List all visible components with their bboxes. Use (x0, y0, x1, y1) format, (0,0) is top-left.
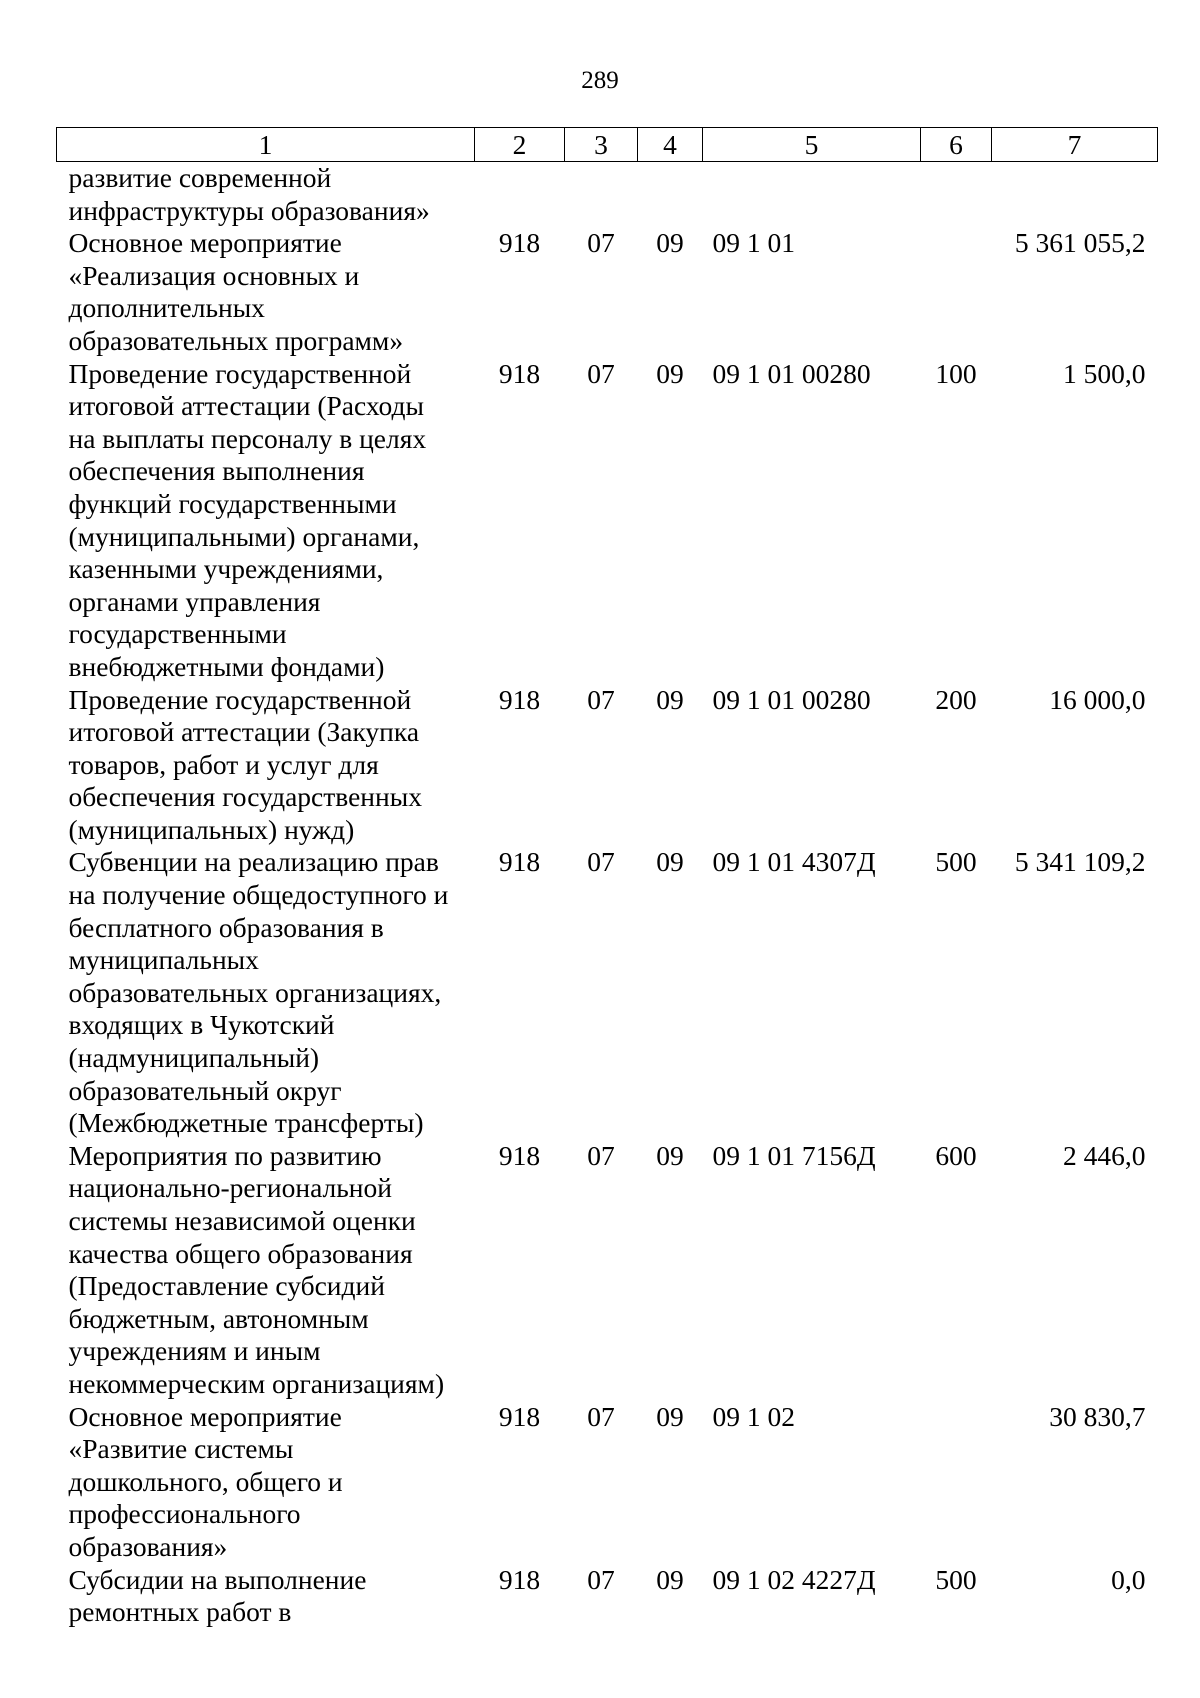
description-line: органами управления (68, 585, 321, 617)
description-line: качества общего образования (68, 1237, 413, 1269)
description-line: входящих в Чукотский (68, 1009, 335, 1041)
description-line: Основное мероприятие (68, 1400, 342, 1432)
description-line: Проведение государственной (68, 357, 412, 389)
section-code (565, 162, 638, 228)
subsection-code: 09 (656, 227, 684, 259)
table-row (57, 1401, 1158, 1564)
section-code: 07 (587, 1139, 615, 1171)
description-line: «Развитие системы (68, 1433, 294, 1465)
amount: 5 341 109,2 (1014, 846, 1146, 878)
description-line: обеспечения государственных (68, 781, 422, 813)
subsection-code: 09 (656, 1400, 684, 1432)
description-line: образовательных программ» (68, 324, 404, 356)
header-col-7: 7 (992, 128, 1158, 162)
section-code: 07 (587, 357, 615, 389)
ministry-code: 918 (498, 846, 541, 878)
ministry-code: 918 (498, 683, 541, 715)
target-article-code: 09 1 02 4227Д (712, 1563, 876, 1595)
description-line: итоговой аттестации (Закупка (68, 716, 420, 748)
description-line: внебюджетными фондами) (68, 650, 385, 682)
description-line: учреждениям и иным (68, 1335, 321, 1367)
header-col-2: 2 (475, 128, 565, 162)
target-article-code: 09 1 01 00280 (712, 357, 871, 389)
amount: 0,0 (1111, 1563, 1146, 1595)
description-line: инфраструктуры образования» (68, 194, 430, 226)
row-description (57, 1401, 475, 1564)
description-line: муниципальных (68, 944, 259, 976)
description-line: (муниципальными) органами, (68, 520, 420, 552)
subsection-code: 09 (656, 846, 684, 878)
description-line: государственными (68, 618, 287, 650)
row-description (57, 227, 475, 357)
ministry-code: 918 (498, 1563, 541, 1595)
description-line: (Межбюджетные трансферты) (68, 1107, 424, 1139)
description-line: дошкольного, общего и (68, 1465, 343, 1497)
table-row (57, 846, 1158, 1139)
row-description (57, 358, 475, 684)
expense-type-code: 500 (935, 1563, 977, 1595)
table-header (57, 128, 1158, 162)
row-description (57, 684, 475, 847)
subsection-code (638, 162, 703, 228)
ministry-code: 918 (498, 357, 541, 389)
section-code: 07 (587, 1563, 615, 1595)
expense-type-code: 200 (935, 683, 977, 715)
description-line: функций государственными (68, 487, 397, 519)
description-line: (муниципальных) нужд) (68, 813, 355, 845)
description-line: национально-региональной (68, 1172, 392, 1204)
section-code: 07 (587, 846, 615, 878)
description-line: на получение общедоступного и (68, 879, 449, 911)
description-line: образовательных организациях, (68, 976, 442, 1008)
description-line: дополнительных (68, 292, 265, 324)
description-line: (Предоставление субсидий (68, 1270, 385, 1302)
ministry-code (475, 162, 565, 228)
description-line: бесплатного образования в (68, 911, 384, 943)
description-line: системы независимой оценки (68, 1205, 416, 1236)
budget-table (56, 127, 1158, 1629)
amount: 2 446,0 (1063, 1139, 1146, 1171)
row-description (57, 162, 475, 228)
description-line: на выплаты персоналу в целях (68, 422, 427, 454)
target-article-code (703, 162, 921, 228)
row-description (57, 846, 475, 1139)
ministry-code: 918 (498, 1139, 541, 1171)
expense-type-code: 600 (935, 1139, 977, 1171)
target-article-code: 09 1 01 00280 (712, 683, 871, 715)
description-line: образования» (68, 1530, 228, 1562)
description-line: «Реализация основных и (68, 259, 360, 291)
expense-type-code (921, 227, 992, 357)
ministry-code: 918 (498, 1400, 541, 1432)
expense-type-code (921, 1401, 992, 1564)
target-article-code: 09 1 01 7156Д (712, 1139, 876, 1171)
table-row (57, 1140, 1158, 1401)
header-col-5: 5 (703, 128, 921, 162)
description-line: развитие современной (68, 162, 332, 193)
table-row (57, 1564, 1158, 1629)
header-col-6: 6 (921, 128, 992, 162)
expense-type-code: 100 (935, 357, 977, 389)
description-line: профессионального (68, 1498, 301, 1530)
ministry-code: 918 (498, 227, 541, 259)
amount: 30 830,7 (1049, 1400, 1146, 1432)
section-code: 07 (587, 227, 615, 259)
description-line: итоговой аттестации (Расходы (68, 390, 424, 422)
table-row (57, 684, 1158, 847)
description-line: некоммерческим организациям) (68, 1367, 445, 1399)
expense-type-code: 500 (935, 846, 977, 878)
description-line: Мероприятия по развитию (68, 1139, 382, 1171)
section-code: 07 (587, 683, 615, 715)
subsection-code: 09 (656, 683, 684, 715)
expense-type-code (921, 162, 992, 228)
header-row (57, 128, 1158, 162)
description-line: образовательный округ (68, 1074, 342, 1106)
header-col-1: 1 (57, 128, 475, 162)
description-line: Основное мероприятие (68, 227, 342, 259)
description-line: обеспечения выполнения (68, 455, 365, 487)
subsection-code: 09 (656, 357, 684, 389)
page-number: 289 (581, 67, 619, 94)
table-row (57, 358, 1158, 684)
description-line: казенными учреждениями, (68, 553, 384, 585)
subsection-code: 09 (656, 1139, 684, 1171)
header-col-4: 4 (638, 128, 703, 162)
table-body (57, 162, 1158, 1629)
amount (992, 162, 1158, 228)
description-line: (надмуниципальный) (68, 1042, 320, 1074)
description-line: ремонтных работ в (68, 1596, 292, 1628)
header-col-3: 3 (565, 128, 638, 162)
amount: 16 000,0 (1049, 683, 1146, 715)
section-code: 07 (587, 1400, 615, 1432)
row-description (57, 1140, 475, 1401)
table-row (57, 227, 1158, 357)
target-article-code: 09 1 02 (712, 1400, 795, 1432)
description-line: Субвенции на реализацию прав (68, 846, 439, 878)
subsection-code: 09 (656, 1563, 684, 1595)
description-line: Проведение государственной (68, 683, 412, 715)
description-line: бюджетным, автономным (68, 1302, 369, 1334)
row-description (57, 1564, 475, 1629)
description-line: товаров, работ и услуг для (68, 748, 379, 780)
amount: 5 361 055,2 (1014, 227, 1146, 259)
amount: 1 500,0 (1063, 357, 1146, 389)
table-row (57, 162, 1158, 228)
target-article-code: 09 1 01 (712, 227, 795, 259)
target-article-code: 09 1 01 4307Д (712, 846, 876, 878)
description-line: Субсидии на выполнение (68, 1563, 367, 1595)
